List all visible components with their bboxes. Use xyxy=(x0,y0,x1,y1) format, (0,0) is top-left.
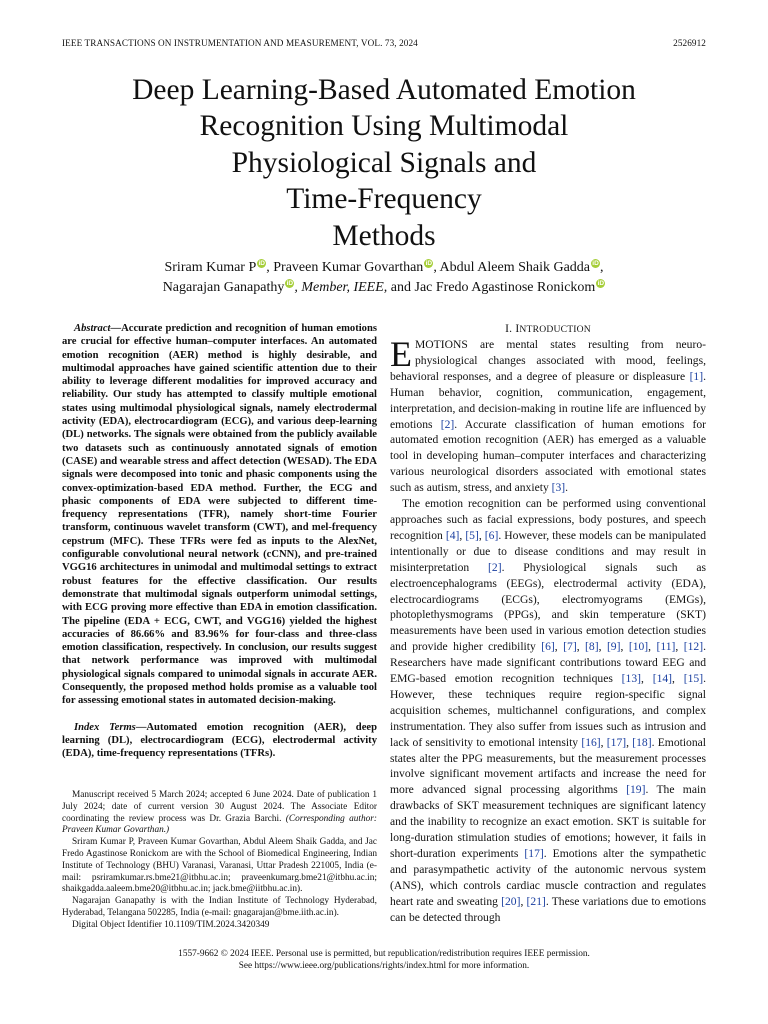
separator: , xyxy=(626,735,633,749)
separator: , xyxy=(598,640,607,654)
text-run: The emotion recognition can be performed using conventional approaches such as facial expressions, body postures, and speech recognition xyxy=(390,497,706,542)
author-name: Nagarajan Ganapathy xyxy=(162,280,285,295)
citation-link[interactable]: [5] xyxy=(465,528,479,542)
citation-link[interactable]: [1] xyxy=(689,369,704,383)
citation-link[interactable]: [15] xyxy=(683,672,704,686)
separator: , xyxy=(620,640,629,654)
citation-link[interactable]: [2] xyxy=(440,417,455,431)
section-number: I. xyxy=(505,322,513,335)
citation-link[interactable]: [6] xyxy=(484,528,499,542)
title-line: Time-Frequency xyxy=(286,183,482,216)
separator: , xyxy=(520,894,527,908)
separator: , xyxy=(478,528,485,542)
citation-link[interactable]: [17] xyxy=(606,735,627,749)
citation-link[interactable]: [4] xyxy=(445,528,460,542)
author-name: Sriram Kumar P xyxy=(164,260,257,275)
paragraph xyxy=(390,496,706,925)
separator: , xyxy=(576,640,586,654)
paper-title xyxy=(60,72,708,254)
section-heading xyxy=(390,322,706,335)
dropcap-letter: E xyxy=(390,334,412,374)
citation-link[interactable]: [10] xyxy=(628,640,649,654)
text-run: . Researchers have made significant contributions toward EEG and EMG-based emotion recognition techniques xyxy=(390,640,706,686)
title-line: Recognition Using Multimodal xyxy=(199,110,569,143)
orcid-icon[interactable]: iD xyxy=(425,260,433,267)
abstract xyxy=(62,322,377,708)
doi-note[interactable]: Digital Object Identifier 10.1109/TIM.2024.3420349 xyxy=(72,919,270,930)
citation-link[interactable]: [7] xyxy=(563,640,577,654)
text-run: . Accurate classification of human emotions for automated emotion recognition (AER) has emerged as a valuable tool in developing human–computer interfaces and characterizing various neurological disorders associated with emotional states such as autism, stress, and anxiety xyxy=(390,417,706,495)
orcid-icon[interactable]: iD xyxy=(286,280,294,287)
citation-link[interactable]: [19] xyxy=(626,783,646,797)
title-line: Physiological Signals and xyxy=(231,146,537,179)
text-run: . However, these models can be manipulated intentionally or due to disease conditions and may result in misinterpretation xyxy=(390,528,706,574)
running-header xyxy=(62,38,706,48)
citation-link[interactable]: [6] xyxy=(541,640,555,654)
text-run: . These variations due to emotions can be detected through xyxy=(390,894,707,924)
affiliation-note: Sriram Kumar P, Praveen Kumar Govarthan, Abdul Aleem Shaik Gadda, and Jac Fredo Agastinose Ronickom are with the School of Biomedical Engineering, Indian Institute of Technology (BHU) Varanasi, Varanasi, Uttar Pradesh 221005, India (e-mail: psriramkumar.rs.bme21@itbhu.ac.in; praveenkumarg.bme21@itbhu.ac.in; shaikgadda.aaleem.bme20@itbhu.ac.in; jack.bme@iitbhu.ac.in). xyxy=(62,837,377,895)
index-terms-label: Index Terms xyxy=(74,721,136,733)
left-column xyxy=(62,322,377,761)
rights-link-line[interactable]: See https://www.ieee.org/publications/rights/index.html for more information. xyxy=(238,961,530,971)
index-terms-dash: — xyxy=(135,721,147,733)
separator: , xyxy=(675,640,684,654)
abstract-text: Accurate prediction and recognition of human emotions are crucial for effective human–computer interfaces. An automated emotion recognition (AER) method is highly desirable, and multimodal approaches have gained scientific attention due to their ability to leverage different modalities for improved accuracy and reliability. Our study has attempted to classify multiple emotional states using multimodal physiological signals, namely electrodermal activity (EDA), electrocardiogram (ECG), and various deep-learning (DL) networks. The signals were obtained from the publicly available two datasets such as continuously annotated signals of emotion (CASE) and wearable stress and affect detection (WESAD). The EDA signals were decomposed into tonic and phasic components using the convex-optimization-based EDA method. Further, the ECG and phasic components of EDA were subjected to different time-frequency representations (TFR), namely short-time Fourier transform, continuous wavelet transform (CWT), and mel-frequency cepstrum (MFC). These TFRs were fed as inputs to the AlexNet, configurable convolutional neural network (cCNN), and pre-trained VGG16 architectures in unimodal and multimodal settings to extract robust features for the effective classification. Our results demonstrate that multimodal signals outperform unimodal settings, with ECG proving more effective than EDA in emotion classification. The pipeline (EDA + ECG, CWT, and VGG16) yielded the highest accuracies of 86.66% and 83.96% for four-class and three-class emotion classification, respectively. In conclusion, our results suggest that network performance was improved with multimodal physiological signals compared to unimodal signals in accurate AER. Consequently, the proposed method holds promise as a valuable tool for assessing emotional states in automated decision-making. xyxy=(62,323,377,707)
citation-link[interactable]: [3] xyxy=(551,481,566,495)
citation-link[interactable]: [11] xyxy=(656,640,676,654)
manuscript-note xyxy=(62,790,377,837)
manuscript-dates: Manuscript received 5 March 2024; accepted 6 June 2024. Date of publication 1 July 2024; date of current version 30 August 2024. The Associate Editor coordinating the review process was Dr. Grazia Barchi. xyxy=(62,790,377,824)
section-title-initial: I xyxy=(515,322,520,335)
punctuation: , xyxy=(600,260,604,275)
text-run: . The main drawbacks of SKT measurement techniques are significant latency and the inability to recognize an exact emotion. SKT is suitable for long-duration stimulation studies of emotions; however, it fails in short-duration experiments xyxy=(390,783,706,860)
citation-link[interactable]: [8] xyxy=(585,640,599,654)
copyright-footer xyxy=(0,948,768,972)
text-run: . xyxy=(565,481,569,495)
author-role: , Member, IEEE, xyxy=(294,280,388,295)
copyright-line: 1557-9662 © 2024 IEEE. Personal use is permitted, but republication/redistribution requires IEEE permission. xyxy=(178,949,590,959)
author-name: , Praveen Kumar Govarthan xyxy=(266,260,424,275)
citation-link[interactable]: [18] xyxy=(632,735,652,749)
citation-link[interactable]: [14] xyxy=(652,672,673,686)
citation-link[interactable]: [2] xyxy=(488,560,502,574)
citation-link[interactable]: [12] xyxy=(683,640,704,654)
abstract-dash: — xyxy=(110,323,122,334)
citation-link[interactable]: [16] xyxy=(581,735,601,749)
right-column xyxy=(390,322,706,926)
separator: , xyxy=(459,528,466,542)
citation-link[interactable]: [9] xyxy=(606,640,621,654)
text-run: . Emotional states alter the PPG measurements, but the measurement processes involve significant movement artifacts and increase the need for more advanced signal processing algorithms xyxy=(390,735,707,797)
index-terms-text: Automated emotion recognition (AER), deep learning (DL), electrocardiogram (ECG), electrodermal activity (EDA), time-frequency representations (TFRs). xyxy=(62,721,377,760)
paragraph xyxy=(390,334,706,496)
separator: , xyxy=(648,640,657,654)
index-terms xyxy=(62,721,377,761)
author-name: , Abdul Aleem Shaik Gadda xyxy=(433,260,591,275)
title-line: Deep Learning-Based Automated Emotion xyxy=(132,74,636,106)
title-line: Methods xyxy=(332,219,436,252)
journal-name: IEEE TRANSACTIONS ON INSTRUMENTATION AND MEASUREMENT, VOL. 73, 2024 xyxy=(62,38,418,48)
abstract-label: Abstract xyxy=(74,323,111,334)
corresponding-author: (Corresponding author: Praveen Kumar Govarthan.) xyxy=(62,813,377,836)
orcid-icon[interactable]: iD xyxy=(258,260,265,267)
citation-link[interactable]: [13] xyxy=(621,672,641,686)
text-run: . Human behavior, cognition, communication, engagement, interpretation, and decision-making in routine life are influenced by emotions xyxy=(390,369,706,431)
affiliation-note: Nagarajan Ganapathy is with the Indian Institute of Technology Hyderabad, Hyderabad, Telangana 502285, India (e-mail: gnagarajan@bme.iith.ac.in). xyxy=(62,896,377,918)
citation-link[interactable]: [21] xyxy=(526,894,546,908)
text-run: . However, these techniques require region-specific signal acquisition schemes, multichannel configurations, and complex instrumentation. They also suffer from issues such as intrusion and lack of sensitivity to emotional intensity xyxy=(390,672,706,749)
text-run: . Physiological signals such as electroencephalograms (EEGs), electrodermal activity (EDA), electrocardiograms (ECGs), electromyograms (EMGs), photoplethysmograms (PPGs), and skin temperature (SKT) measurements have been used in various emotion detection studies and provide higher credibility xyxy=(390,560,706,654)
first-page-footnotes xyxy=(62,790,377,932)
author-name: and Jac Fredo Agastinose Ronickom xyxy=(387,280,596,295)
text-run: MOTIONS are mental states resulting from neuro-physiological changes associated with mood, feelings, behavioral responses, and a degree of pleasure or displeasure xyxy=(390,338,706,383)
citation-link[interactable]: [17] xyxy=(524,847,544,860)
separator: , xyxy=(600,735,607,749)
citation-link[interactable]: [20] xyxy=(501,894,521,908)
section-title-rest: NTRODUCTION xyxy=(519,324,591,335)
separator: , xyxy=(554,640,564,654)
author-list xyxy=(60,258,708,298)
article-number: 2526912 xyxy=(673,38,706,48)
separator: , xyxy=(641,672,653,686)
orcid-icon[interactable]: iD xyxy=(597,280,605,287)
text-run: . Emotions alter the sympathetic and parasympathetic activity of the autonomic nervous system (ANS), which controls cardiac muscle contraction and regulates heart rate and sweating xyxy=(390,847,706,908)
separator: , xyxy=(672,672,684,686)
orcid-icon[interactable]: iD xyxy=(592,260,599,267)
introduction-body xyxy=(390,334,707,926)
